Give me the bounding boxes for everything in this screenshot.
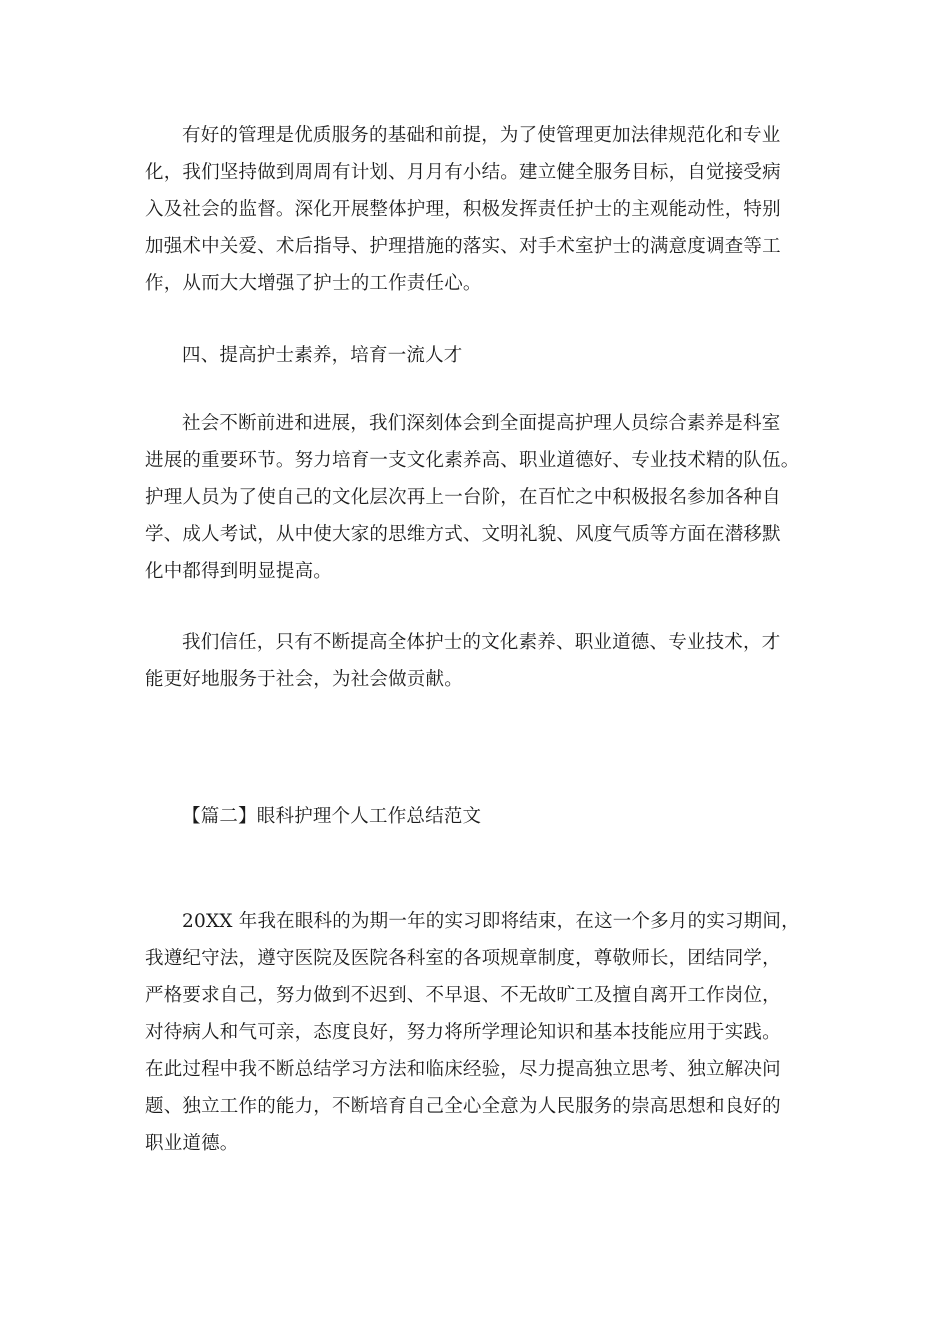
paragraph-line: 社会不断前进和进展，我们深刻体会到全面提高护理人员综合素养是科室 — [182, 413, 781, 434]
paragraph-line: 作，从而大大增强了护士的工作责任心。 — [145, 273, 482, 294]
paragraph-belief — [145, 624, 811, 698]
paragraph-line: 在此过程中我不断总结学习方法和临床经验，尽力提高独立思考、独立解决问 — [145, 1059, 781, 1080]
paragraph-line: 能更好地服务于社会，为社会做贡献。 — [145, 669, 463, 690]
paragraph-literacy — [145, 405, 811, 590]
paragraph-line: 进展的重要环节。努力培育一支文化素养高、职业道德好、专业技术精的队伍。 — [145, 450, 800, 471]
paragraph-line: 入及社会的监督。深化开展整体护理，积极发挥责任护士的主观能动性，特别 — [145, 199, 781, 220]
paragraph-line: 护理人员为了使自己的文化层次再上一台阶，在百忙之中积极报名参加各种自 — [145, 487, 781, 508]
paragraph-line: 化中都得到明显提高。 — [145, 561, 333, 582]
article-heading-part-two: 【篇二】眼科护理个人工作总结范文 — [182, 806, 482, 827]
paragraph-line: 加强术中关爱、术后指导、护理措施的落实、对手术室护士的满意度调查等工 — [145, 236, 781, 257]
paragraph-line: 20XX 年我在眼科的为期一年的实习即将结束，在这一个多月的实习期间， — [182, 911, 800, 932]
paragraph-line: 我遵纪守法，遵守医院及医院各科室的各项规章制度，尊敬师长，团结同学， — [145, 948, 781, 969]
paragraph-line: 对待病人和气可亲，态度良好，努力将所学理论知识和基本技能应用于实践。 — [145, 1022, 781, 1043]
section-heading-four: 四、提高护士素养，培育一流人才 — [182, 345, 463, 366]
paragraph-line: 有好的管理是优质服务的基础和前提，为了使管理更加法律规范化和专业 — [182, 125, 781, 146]
paragraph-line: 题、独立工作的能力，不断培育自己全心全意为人民服务的崇高思想和良好的 — [145, 1096, 781, 1117]
paragraph-line: 严格要求自己，努力做到不迟到、不早退、不无故旷工及擅自离开工作岗位， — [145, 985, 781, 1006]
paragraph-line: 我们信任，只有不断提高全体护士的文化素养、职业道德、专业技术，才 — [182, 632, 781, 653]
paragraph-line: 学、成人考试，从中使大家的思维方式、文明礼貌、风度气质等方面在潜移默 — [145, 524, 781, 545]
paragraph-management — [145, 117, 811, 302]
paragraph-line: 职业道德。 — [145, 1133, 239, 1154]
paragraph-internship — [145, 903, 811, 1162]
paragraph-line: 化，我们坚持做到周周有计划、月月有小结。建立健全服务目标，自觉接受病 — [145, 162, 781, 183]
